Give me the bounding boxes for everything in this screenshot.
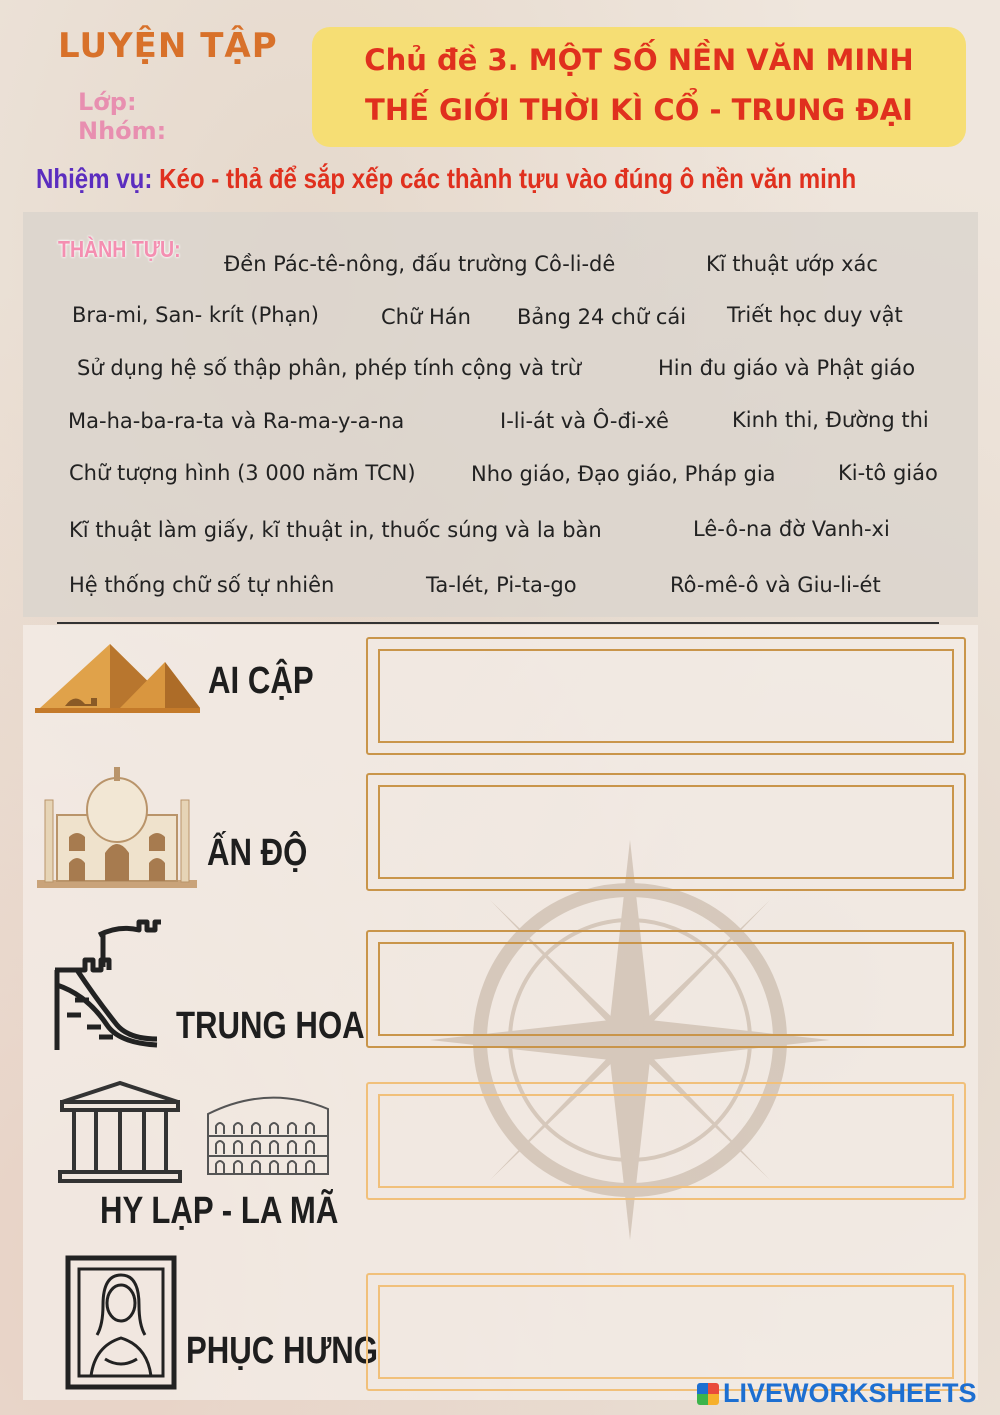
liveworksheets-logo bbox=[697, 1378, 977, 1409]
drop-zone-renaissance[interactable] bbox=[366, 1273, 966, 1391]
civilization-label-china: TRUNG HOA bbox=[176, 1005, 365, 1047]
colosseum-icon bbox=[206, 1094, 330, 1178]
achievement-chip[interactable]: Ki-tô giáo bbox=[838, 461, 938, 485]
civilization-label-egypt: AI CẬP bbox=[208, 660, 314, 702]
achievement-chip[interactable]: I-li-át và Ô-đi-xê bbox=[500, 409, 669, 433]
achievement-chip[interactable]: Nho giáo, Đạo giáo, Pháp gia bbox=[471, 462, 776, 486]
class-label: Lớp: bbox=[78, 88, 137, 116]
drop-zone-china[interactable] bbox=[366, 930, 966, 1048]
achievement-chip[interactable]: Kĩ thuật ướp xác bbox=[706, 252, 878, 276]
task-instruction bbox=[36, 163, 856, 195]
achievement-chip[interactable]: Bra-mi, San- krít (Phạn) bbox=[72, 303, 319, 327]
brand-title: LUYỆN TẬP bbox=[58, 26, 278, 66]
great-wall-icon bbox=[47, 915, 165, 1052]
achievement-chip[interactable]: Chữ tượng hình (3 000 năm TCN) bbox=[69, 461, 416, 485]
taj-mahal-icon bbox=[37, 765, 197, 890]
pyramids-icon bbox=[35, 640, 200, 715]
achievement-chip[interactable]: Triết học duy vật bbox=[727, 303, 903, 327]
achievement-chip[interactable]: Hin đu giáo và Phật giáo bbox=[658, 356, 916, 380]
achievement-chip[interactable]: Chữ Hán bbox=[381, 305, 471, 329]
logo-text: LIVEWORKSHEETS bbox=[723, 1378, 977, 1408]
drop-zone-egypt[interactable] bbox=[366, 637, 966, 755]
achievement-chip[interactable]: Đền Pác-tê-nông, đấu trường Cô-li-dê bbox=[224, 252, 616, 276]
achievement-chip[interactable]: Ma-ha-ba-ra-ta và Ra-ma-y-a-na bbox=[68, 409, 405, 433]
topic-line-2: THẾ GIỚI THỜI KÌ CỔ - TRUNG ĐẠI bbox=[365, 93, 913, 127]
mona-lisa-icon bbox=[65, 1255, 177, 1390]
topic-box bbox=[312, 27, 966, 147]
drop-zone-india[interactable] bbox=[366, 773, 966, 891]
civilization-label-india: ẤN ĐỘ bbox=[207, 832, 308, 874]
civilization-label-renaissance: PHỤC HƯNG bbox=[186, 1330, 379, 1372]
achievement-chip[interactable]: Hệ thống chữ số tự nhiên bbox=[69, 573, 335, 597]
drop-zone-greece-rome[interactable] bbox=[366, 1082, 966, 1200]
task-label: Nhiệm vụ: bbox=[36, 163, 153, 194]
achievement-chip[interactable]: Lê-ô-na đờ Vanh-xi bbox=[693, 517, 890, 541]
group-label: Nhóm: bbox=[78, 117, 167, 145]
achievement-chip[interactable]: Kinh thi, Đường thi bbox=[732, 408, 929, 432]
topic-line-1: Chủ đề 3. MỘT SỐ NỀN VĂN MINH bbox=[364, 43, 914, 77]
achievement-chip[interactable]: Kĩ thuật làm giấy, kĩ thuật in, thuốc súng và la bàn bbox=[69, 518, 602, 542]
achievement-chip[interactable]: Rô-mê-ô và Giu-li-ét bbox=[670, 573, 881, 597]
logo-mark-icon bbox=[697, 1383, 719, 1405]
bank-heading: THÀNH TỰU: bbox=[58, 236, 181, 262]
task-text: Kéo - thả để sắp xếp các thành tựu vào đúng ô nền văn minh bbox=[159, 163, 857, 194]
achievement-chip[interactable]: Ta-lét, Pi-ta-go bbox=[426, 573, 577, 597]
greek-temple-icon bbox=[58, 1080, 182, 1185]
achievement-chip[interactable]: Sử dụng hệ số thập phân, phép tính cộng và trừ bbox=[77, 356, 582, 380]
civilization-label-greece-rome: HY LẠP - LA MÃ bbox=[100, 1190, 339, 1232]
achievement-chip[interactable]: Bảng 24 chữ cái bbox=[517, 305, 687, 329]
section-divider bbox=[57, 622, 939, 624]
